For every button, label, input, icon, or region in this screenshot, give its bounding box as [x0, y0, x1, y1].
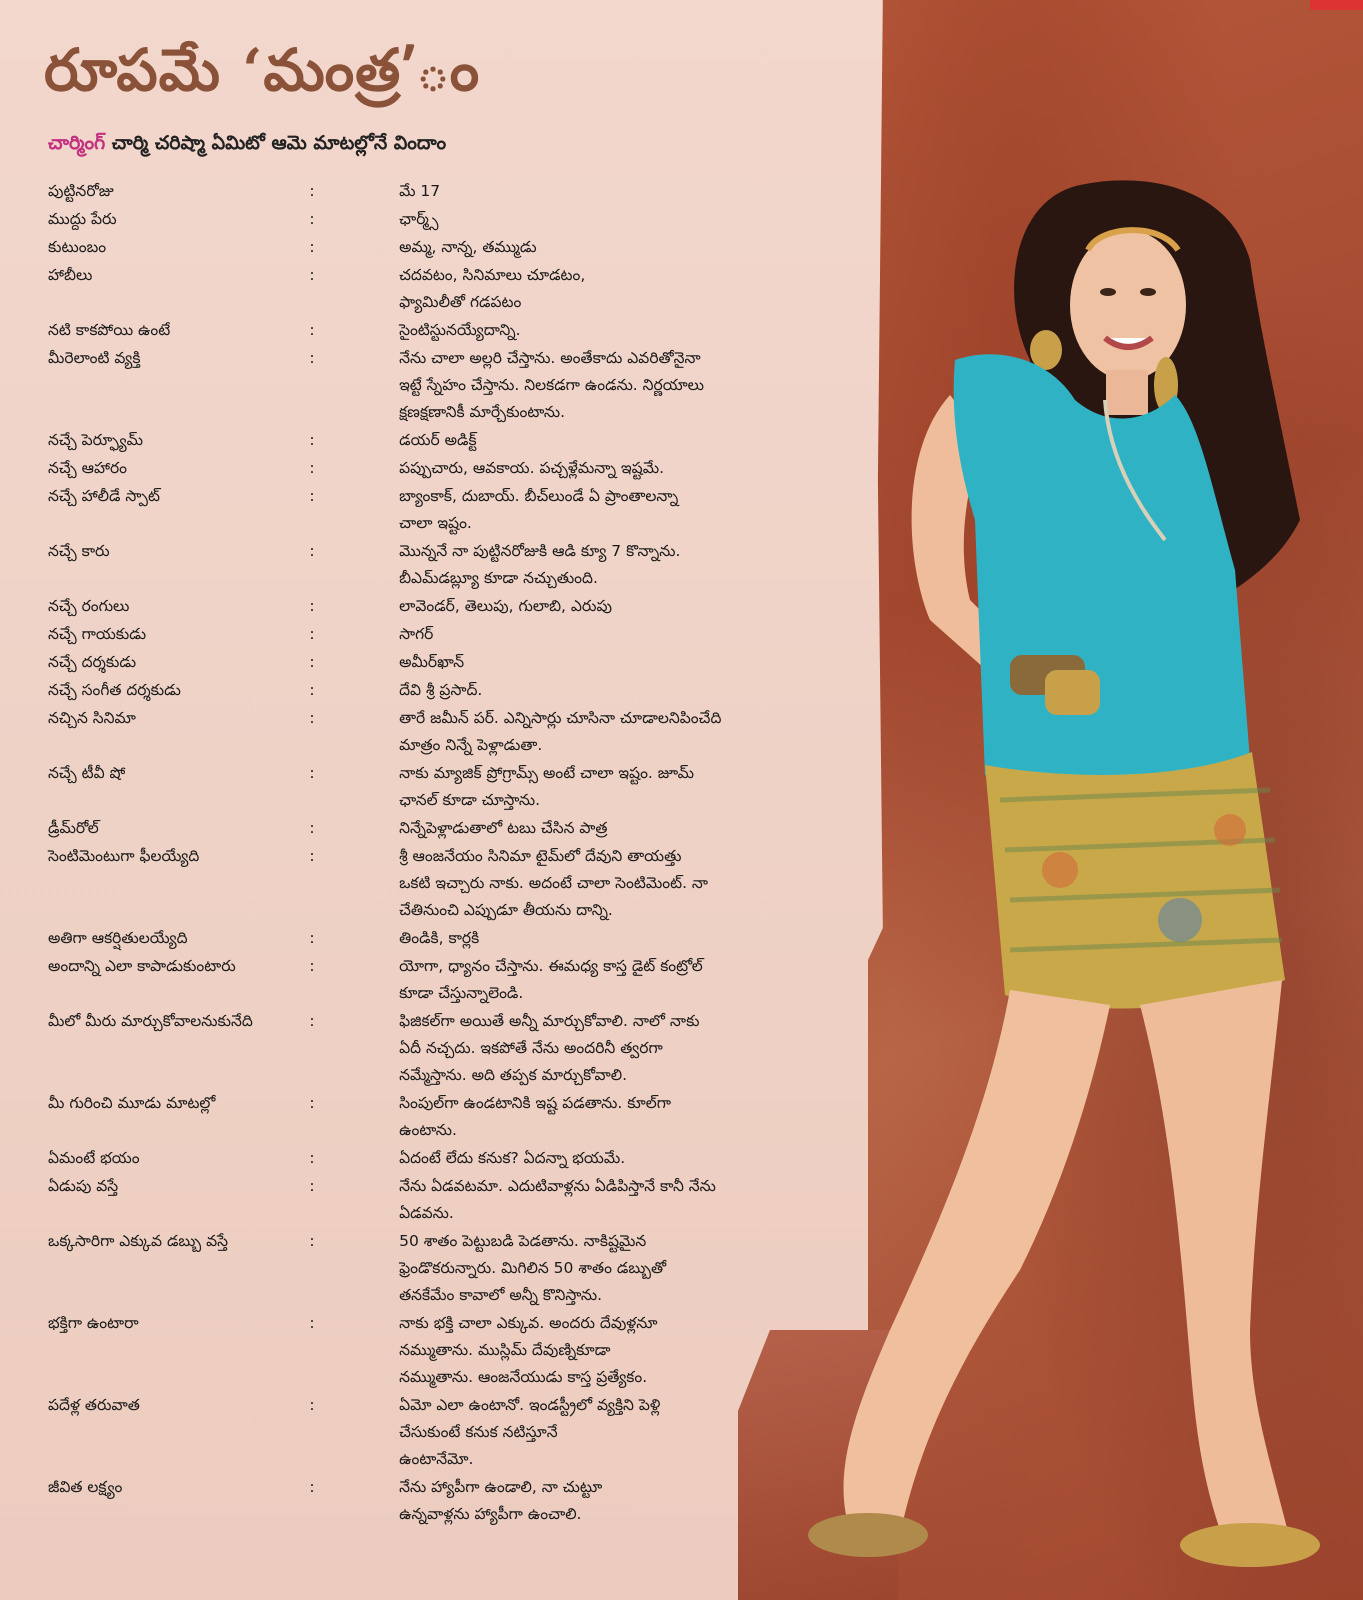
fact-value — [399, 593, 818, 620]
fact-separator: : — [309, 321, 315, 339]
fact-value-line: బ్యాంకాక్, దుబాయ్. బీచ్‌లుండే ఏ ప్రాంతాలన్నా — [399, 487, 679, 505]
fact-value-line: శ్రీ ఆంజనేయం సినిమా టైమ్‌లో దేవుని తాయత్తు — [399, 847, 682, 865]
fact-value-line: ఛానల్ కూడా చూస్తాను. — [399, 791, 541, 809]
fact-value-line: నమ్ముతాను. ముస్లిమ్ దేవుణ్నికూడా — [399, 1341, 611, 1359]
fact-separator: : — [309, 1094, 315, 1112]
fact-value-line: ఏమో ఎలా ఉంటానో. ఇండస్ట్రీలో వ్యక్తిని పెళ్లి — [399, 1396, 661, 1414]
fact-row — [48, 843, 818, 924]
fact-label: కుటుంబం — [48, 238, 107, 256]
fact-label: నచ్చే టీవీ షో — [48, 764, 126, 782]
fact-value-line: చేసుకుంటే కనుక నటిస్తూనే — [399, 1423, 558, 1441]
fact-value — [399, 1173, 818, 1227]
fact-label: హాబీలు — [48, 266, 93, 284]
fact-value-line: నాకు భక్తి చాలా ఎక్కువ. అందరు దేవుళ్లనూ — [399, 1314, 658, 1332]
fact-row — [48, 538, 818, 592]
fact-separator: : — [309, 597, 315, 615]
fact-separator: : — [309, 709, 315, 727]
fact-value — [399, 1228, 818, 1309]
fact-separator: : — [309, 542, 315, 560]
fact-value-line: దేవి శ్రీ ప్రసాద్. — [399, 681, 483, 699]
fact-label: అందాన్ని ఎలా కాపాడుకుంటారు — [48, 957, 236, 975]
fact-value-line: ఒకటి ఇచ్చారు నాకు. అదంటే చాలా సెంటిమెంట్. నా — [399, 874, 709, 892]
fact-list — [48, 178, 818, 1529]
fact-row — [48, 345, 818, 426]
fact-row — [48, 1474, 818, 1528]
fact-value-line: ఏడవను. — [399, 1204, 454, 1222]
fact-label: పుట్టినరోజు — [48, 182, 114, 200]
fact-label: నటి కాకపోయి ఉంటే — [48, 321, 171, 339]
fact-value — [399, 206, 818, 233]
fact-value-line: నేను ఏడవటమా. ఎదుటివాళ్లను ఏడిపిస్తానే కానీ నేను — [399, 1177, 716, 1195]
fact-row — [48, 455, 818, 482]
fact-row — [48, 1090, 818, 1144]
fact-label: సెంటిమెంటుగా ఫీలయ్యేది — [48, 847, 200, 865]
fact-value — [399, 649, 818, 676]
fact-value-line: నేను చాలా అల్లరి చేస్తాను. అంతేకాదు ఎవరితోనైనా — [399, 349, 701, 367]
fact-value — [399, 760, 818, 814]
fact-value-line: సైంటిస్టునయ్యేదాన్ని. — [399, 321, 521, 339]
fact-value — [399, 1008, 818, 1089]
fact-value — [399, 262, 818, 316]
fact-separator: : — [309, 1478, 315, 1496]
fact-row — [48, 1392, 818, 1473]
fact-row — [48, 1173, 818, 1227]
fact-value-line: లావెండర్, తెలుపు, గులాబి, ఎరుపు — [399, 597, 612, 615]
fact-value — [399, 234, 818, 261]
fact-value-line: ఏదంటే లేదు కనుక? ఏదన్నా భయమే. — [399, 1149, 626, 1167]
fact-separator: : — [309, 266, 315, 284]
fact-separator: : — [309, 653, 315, 671]
fact-value — [399, 1392, 818, 1473]
fact-label: డ్రీమ్‌రోల్ — [48, 819, 99, 837]
fact-separator: : — [309, 625, 315, 643]
fact-value-line: ఉంటాను. — [399, 1121, 457, 1139]
fact-value-line: మే 17 — [399, 182, 441, 200]
fact-value — [399, 455, 818, 482]
fact-label: ఏమంటే భయం — [48, 1149, 140, 1167]
fact-row — [48, 427, 818, 454]
fact-value-line: సింపుల్‌గా ఉండటానికి ఇష్ట పడతాను. కూల్‌గా — [399, 1094, 671, 1112]
fact-row — [48, 483, 818, 537]
fact-value-line: మాత్రం నిన్నే పెళ్లాడుతా. — [399, 736, 543, 754]
fact-separator: : — [309, 957, 315, 975]
fact-value-line: నమ్మేస్తాను. అది తప్పక మార్చుకోవాలి. — [399, 1066, 628, 1084]
subtitle-text: చార్మి చరిష్మా ఏమిటో ఆమె మాటల్లోనే విందాం — [111, 132, 447, 154]
fact-value-line: 50 శాతం పెట్టుబడి పెడతాను. నాకిష్టమైన — [399, 1232, 647, 1250]
fact-label: ఒక్కసారిగా ఎక్కువ డబ్బు వస్తే — [48, 1232, 228, 1250]
fact-value-line: ఛార్మ్స్ — [399, 210, 439, 228]
fact-label: ఏడుపు వస్తే — [48, 1177, 119, 1195]
fact-value-line: నిన్నేపెళ్లాడుతాలో టబు చేసిన పాత్ర — [399, 819, 608, 837]
fact-separator: : — [309, 1177, 315, 1195]
fact-separator: : — [309, 1396, 315, 1414]
fact-value-line: నాకు మ్యాజిక్ ప్రోగ్రామ్స్ అంటే చాలా ఇష్టం. జూమ్ — [399, 764, 694, 782]
fact-label: పదేళ్ల తరువాత — [48, 1396, 140, 1414]
fact-value — [399, 677, 818, 704]
fact-value-line: ఇట్టే స్నేహం చేస్తాను. నిలకడగా ఉండను. నిర్ణయాలు — [399, 376, 704, 394]
fact-value-line: తారే జమీన్ పర్. ఎన్నిసార్లు చూసినా చూడాలనిపించేది — [399, 709, 722, 727]
fact-row — [48, 206, 818, 233]
fact-label: అతిగా ఆకర్షితులయ్యేది — [48, 929, 188, 947]
photo-backdrop — [868, 0, 1363, 1600]
fact-value-line: తిండికి, కార్లకి — [399, 929, 480, 947]
fact-label: నచ్చే కారు — [48, 542, 110, 560]
fact-value-line: ఏదీ నచ్చదు. ఇకపోతే నేను అందరినీ త్వరగా — [399, 1039, 663, 1057]
fact-value — [399, 815, 818, 842]
fact-value — [399, 953, 818, 1007]
fact-value-line: ఉంటానేమో. — [399, 1450, 474, 1468]
fact-value-line: డయర్ అడిక్ట్ — [399, 431, 477, 449]
fact-row — [48, 1008, 818, 1089]
fact-label: నచ్చే రంగులు — [48, 597, 130, 615]
fact-value — [399, 1090, 818, 1144]
fact-label: నచ్చే దర్శకుడు — [48, 653, 137, 671]
fact-separator: : — [309, 431, 315, 449]
fact-separator: : — [309, 1012, 315, 1030]
fact-row — [48, 234, 818, 261]
fact-value-line: తనకేమేం కావాలో అన్నీ కొనిస్తాను. — [399, 1286, 603, 1304]
fact-value — [399, 1474, 818, 1528]
fact-value-line: ఫిజికల్‌గా అయితే అన్నీ మార్చుకోవాలి. నాలో నాకు — [399, 1012, 700, 1030]
fact-value-line: అమీర్‌ఖాన్ — [399, 653, 465, 671]
fact-row — [48, 262, 818, 316]
fact-label: నచ్చిన సినిమా — [48, 709, 136, 727]
fact-value-line: అమ్మ, నాన్న, తమ్ముడు — [399, 238, 537, 256]
article-subtitle — [48, 132, 446, 159]
fact-value — [399, 345, 818, 426]
fact-row — [48, 760, 818, 814]
fact-separator: : — [309, 1149, 315, 1167]
fact-row — [48, 815, 818, 842]
fact-value-line: కూడా చేస్తున్నాలెండి. — [399, 984, 524, 1002]
fact-value-line: మొన్ననే నా పుట్టినరోజుకి ఆడి క్యూ 7 కొన్నాను. — [399, 542, 681, 560]
fact-value-line: చేతినుంచి ఎప్పుడూ తీయను దాన్ని. — [399, 901, 613, 919]
fact-value-line: ఉన్నవాళ్లను హ్యాపీగా ఉంచాలి. — [399, 1505, 582, 1523]
fact-value-line: యోగా, ధ్యానం చేస్తాను. ఈమధ్య కాస్త డైట్ కంట్రోల్ — [399, 957, 703, 975]
fact-value — [399, 1310, 818, 1391]
fact-row — [48, 621, 818, 648]
fact-value — [399, 427, 818, 454]
fact-value-line: చాలా ఇష్టం. — [399, 514, 472, 532]
fact-row — [48, 705, 818, 759]
fact-value-line: ఫ్యామిలీతో గడపటం — [399, 293, 522, 311]
fact-separator: : — [309, 349, 315, 367]
fact-value-line: చదవటం, సినిమాలు చూడటం, — [399, 266, 586, 284]
fact-label: నచ్చే సంగీత దర్శకుడు — [48, 681, 181, 699]
fact-row — [48, 925, 818, 952]
fact-row — [48, 1310, 818, 1391]
fact-value-line: ఫ్రెండొకరున్నారు. మిగిలిన 50 శాతం డబ్బుతో — [399, 1259, 667, 1277]
fact-value-line: నేను హ్యాపీగా ఉండాలి, నా చుట్టూ — [399, 1478, 603, 1496]
fact-separator: : — [309, 819, 315, 837]
fact-label: ముద్దు పేరు — [48, 210, 117, 228]
page-corner-stripe — [1310, 0, 1363, 10]
fact-value — [399, 538, 818, 592]
fact-label: మీలో మీరు మార్చుకోవాలనుకునేది — [48, 1012, 253, 1030]
fact-separator: : — [309, 1232, 315, 1250]
fact-label: జీవిత లక్ష్యం — [48, 1478, 123, 1496]
fact-row — [48, 178, 818, 205]
fact-label: నచ్చే పెర్ఫ్యూమ్ — [48, 431, 144, 449]
fact-row — [48, 1145, 818, 1172]
subtitle-highlight: చార్మింగ్ — [48, 132, 106, 154]
article-title: రూపమే ‘మంత్ర’ం — [44, 36, 481, 104]
fact-label: మీ గురించి మూడు మాటల్లో — [48, 1094, 216, 1112]
fact-separator: : — [309, 459, 315, 477]
fact-separator: : — [309, 210, 315, 228]
fact-row — [48, 1228, 818, 1309]
fact-value-line: సాగర్ — [399, 625, 434, 643]
fact-separator: : — [309, 238, 315, 256]
fact-value — [399, 925, 818, 952]
fact-label: నచ్చే గాయకుడు — [48, 625, 147, 643]
fact-label: మీరెలాంటి వ్యక్తి — [48, 349, 141, 367]
fact-separator: : — [309, 182, 315, 200]
fact-value — [399, 178, 818, 205]
fact-value — [399, 317, 818, 344]
fact-value-line: బీఎమ్‌డబ్ల్యూ కూడా నచ్చుతుంది. — [399, 569, 598, 587]
fact-row — [48, 593, 818, 620]
fact-row — [48, 677, 818, 704]
fact-value-line: క్షణక్షణానికీ మార్చేకుంటాను. — [399, 403, 566, 421]
fact-label: భక్తిగా ఉంటారా — [48, 1314, 139, 1332]
fact-separator: : — [309, 847, 315, 865]
fact-separator: : — [309, 764, 315, 782]
fact-row — [48, 649, 818, 676]
fact-separator: : — [309, 1314, 315, 1332]
fact-value-line: పప్పుచారు, ఆవకాయ. పచ్చళ్లేమన్నా ఇష్టమే. — [399, 459, 665, 477]
fact-separator: : — [309, 487, 315, 505]
fact-separator: : — [309, 929, 315, 947]
fact-label: నచ్చే ఆహారం — [48, 459, 128, 477]
fact-value — [399, 483, 818, 537]
fact-row — [48, 317, 818, 344]
fact-value-line: నమ్ముతాను. ఆంజనేయుడు కాస్త ప్రత్యేకం. — [399, 1368, 648, 1386]
fact-value — [399, 705, 818, 759]
fact-label: నచ్చే హాలీడే స్పాట్ — [48, 487, 160, 505]
fact-value — [399, 843, 818, 924]
fact-separator: : — [309, 681, 315, 699]
fact-value — [399, 621, 818, 648]
fact-row — [48, 953, 818, 1007]
fact-value — [399, 1145, 818, 1172]
